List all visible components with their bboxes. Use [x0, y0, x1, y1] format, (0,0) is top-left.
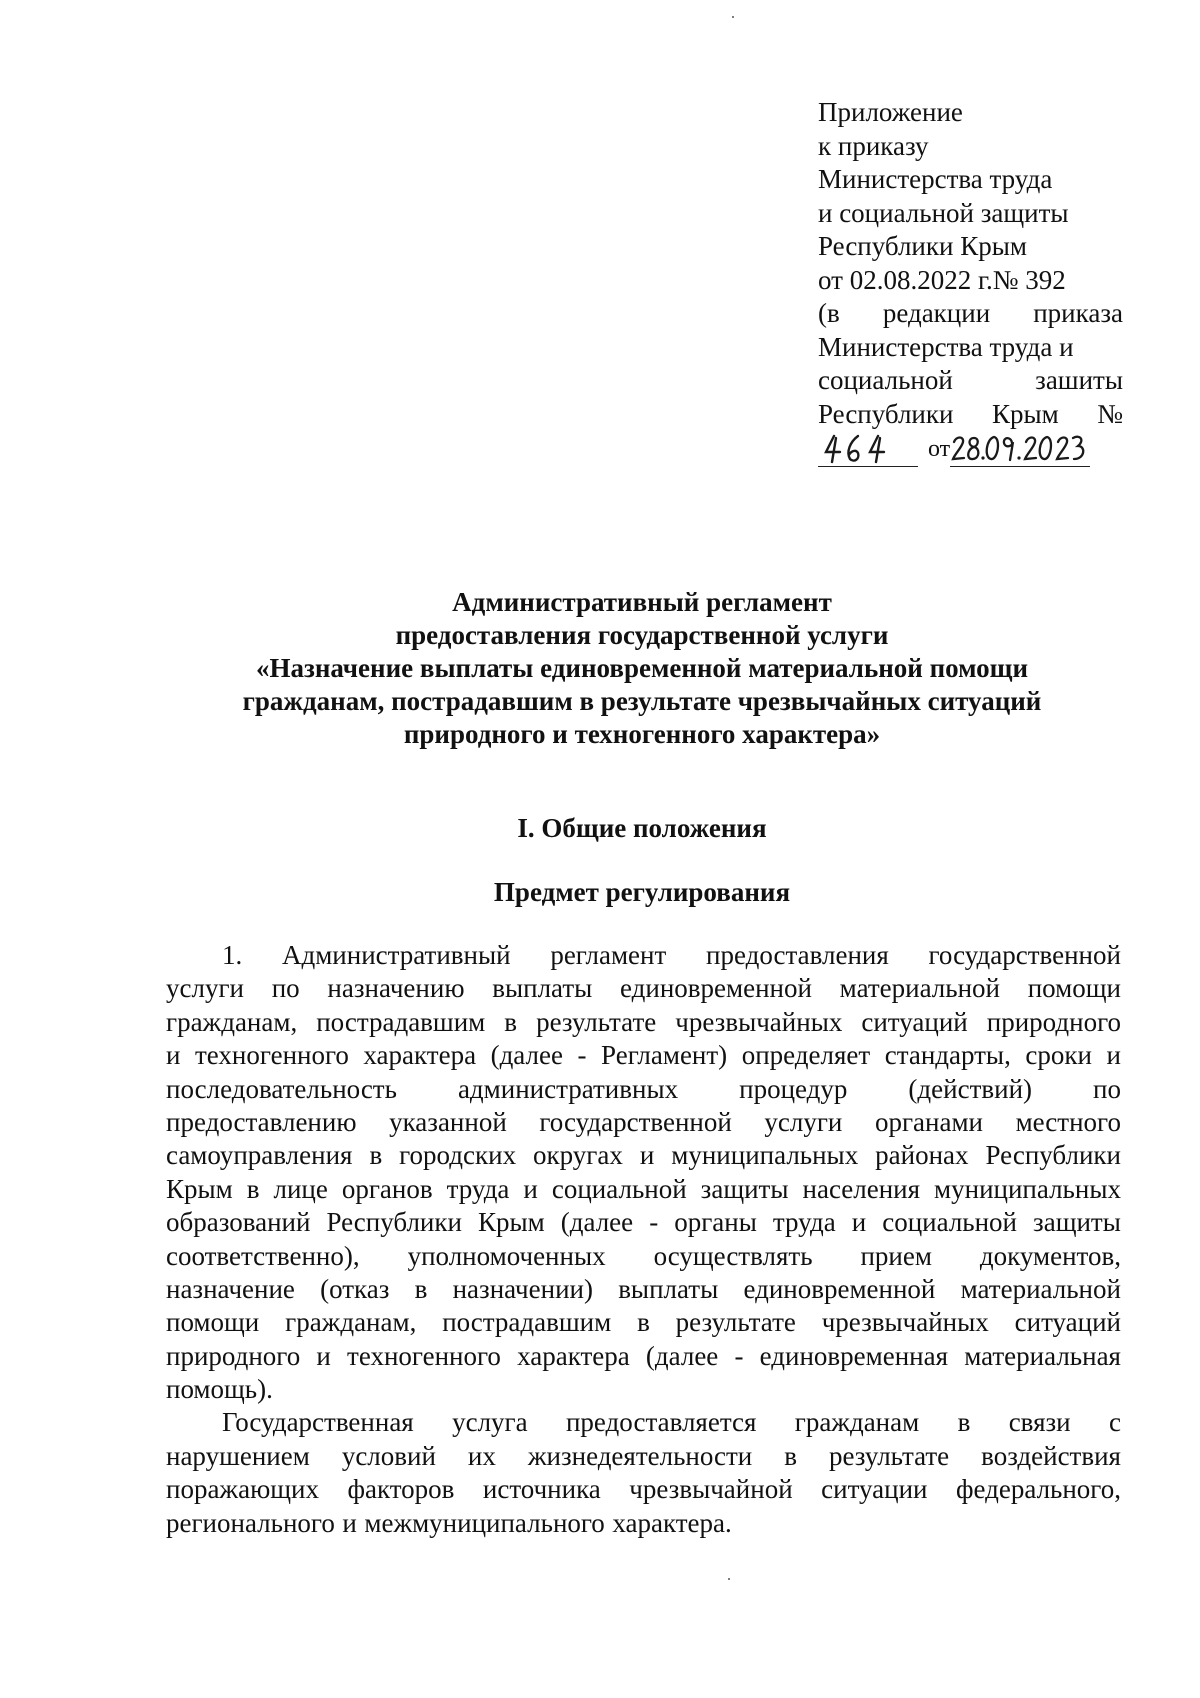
word: помощь).: [166, 1374, 273, 1405]
word: ситуаций: [861, 1006, 968, 1037]
word: защиты: [700, 1173, 789, 1204]
word: в: [784, 1440, 797, 1471]
word: гражданам: [794, 1407, 920, 1438]
word: -: [577, 1040, 587, 1071]
word: лице: [273, 1173, 328, 1204]
word: государственной: [539, 1106, 732, 1137]
word: в: [957, 1407, 971, 1438]
paragraph-line: [166, 1039, 1121, 1072]
word: по: [271, 973, 300, 1004]
word: выплаты: [492, 973, 593, 1004]
appendix-line: и социальной защиты: [818, 197, 1069, 228]
word: социальной: [551, 1173, 687, 1204]
word: жизнедеятельности: [527, 1440, 753, 1471]
word: регионального: [166, 1507, 335, 1538]
word: социальной: [882, 1207, 1018, 1238]
word: федерального,: [956, 1474, 1121, 1505]
paragraph-line: [166, 1073, 1121, 1106]
word: результате: [536, 1006, 657, 1037]
word: ситуаций: [1014, 1307, 1121, 1338]
word: результате: [675, 1307, 796, 1338]
word: и: [1106, 1040, 1121, 1071]
handwritten-number-drawing: [818, 430, 918, 466]
word: и: [851, 1207, 867, 1238]
paragraph-line: [166, 972, 1121, 1005]
word: единовременной: [620, 973, 812, 1004]
appendix-line: от 02.08.2022 г.№ 392: [818, 264, 1066, 295]
word: нарушением: [166, 1440, 310, 1471]
ot-label: от: [928, 436, 951, 462]
paragraph-line: [166, 1507, 1121, 1540]
paragraph-line: [166, 1206, 1121, 1239]
word: и: [316, 1340, 331, 1371]
word: пострадавшим: [316, 1006, 486, 1037]
appendix-line: Министерства труда: [818, 164, 1053, 194]
word: образований: [166, 1207, 311, 1238]
word: в: [246, 1173, 260, 1204]
word: (далее: [490, 1040, 563, 1071]
word: органы: [674, 1207, 757, 1238]
paragraph-line: [166, 1173, 1121, 1206]
word: соответственно),: [166, 1240, 360, 1271]
word: источника: [482, 1474, 601, 1505]
word: населения: [802, 1173, 921, 1204]
word: выплаты: [618, 1273, 719, 1304]
word: услуга: [452, 1407, 528, 1438]
word: (отказ: [320, 1273, 390, 1304]
word: предоставления: [706, 940, 889, 970]
paragraph-line: [166, 939, 1121, 972]
word: определяет: [741, 1040, 871, 1071]
document-title: [160, 586, 1124, 751]
word: -: [649, 1207, 659, 1238]
paragraph-line: [166, 1373, 1121, 1406]
word: Административный: [281, 940, 511, 970]
word: результате: [828, 1440, 950, 1471]
word: материальная: [964, 1340, 1121, 1371]
paragraph-line: [166, 1440, 1121, 1473]
appendix-word: социальной: [818, 365, 953, 395]
word: гражданам,: [166, 1006, 298, 1037]
word: государственной: [928, 940, 1121, 970]
word: в: [414, 1273, 428, 1304]
word: защиты: [1033, 1207, 1121, 1238]
paragraph-line: [166, 1139, 1121, 1172]
word: единовременной: [743, 1273, 936, 1304]
appendix-line: Республики Крым: [818, 231, 1027, 261]
word: уполномоченных: [407, 1240, 606, 1271]
word: природного: [166, 1340, 301, 1371]
word: их: [467, 1440, 496, 1471]
appendix-line: к приказу: [818, 130, 929, 161]
handwritten-order-number: [818, 430, 918, 467]
word: поражающих: [166, 1474, 319, 1505]
word: регламент: [550, 940, 667, 970]
appendix-word: приказа: [1033, 298, 1123, 328]
word: и: [166, 1040, 181, 1071]
word: (далее: [560, 1207, 634, 1238]
appendix-word: Крым: [991, 398, 1059, 429]
appendix-line: Приложение: [818, 97, 963, 127]
word: -: [734, 1340, 744, 1371]
word: техногенного: [347, 1340, 501, 1371]
word: материальной: [960, 1273, 1121, 1304]
word: характера: [517, 1340, 630, 1371]
word: природного: [986, 1006, 1121, 1037]
word: и: [342, 1507, 357, 1538]
word: услуги: [764, 1106, 843, 1137]
word: районах: [875, 1140, 969, 1171]
word: в: [637, 1307, 650, 1338]
word: межмуниципального: [364, 1507, 605, 1538]
handwritten-order-date: [950, 430, 1090, 467]
word: процедур: [739, 1073, 848, 1104]
word: связи: [1008, 1407, 1071, 1438]
word: ситуации: [821, 1474, 928, 1505]
word: органами: [874, 1106, 983, 1137]
word: муниципальных: [934, 1173, 1121, 1204]
word: Республики: [985, 1140, 1121, 1171]
word: Крым: [166, 1173, 233, 1204]
word: и: [523, 1173, 538, 1204]
word: воздействия: [981, 1440, 1121, 1471]
appendix-revision-line: Министерства труда и: [818, 331, 1074, 362]
word: административных: [457, 1073, 679, 1104]
word: гражданам,: [285, 1307, 417, 1338]
scan-speck: [732, 16, 734, 18]
word: помощи: [166, 1307, 260, 1338]
word: местного: [1015, 1106, 1121, 1137]
handwritten-order-row: [818, 427, 1123, 467]
word: предоставляется: [565, 1407, 757, 1438]
handwritten-date-drawing: [950, 430, 1090, 466]
appendix-word: Республики: [818, 398, 954, 429]
word: органов: [341, 1173, 433, 1204]
appendix-word: редакции: [882, 298, 991, 328]
paragraph-1: [166, 939, 1121, 1406]
word: характера: [363, 1040, 477, 1071]
word: Республики: [326, 1207, 462, 1238]
paragraph-2: [166, 1406, 1121, 1540]
word: осуществлять: [653, 1240, 813, 1271]
word: 1.: [222, 940, 243, 970]
word: (далее: [645, 1340, 719, 1371]
word: стандарты,: [884, 1040, 1011, 1071]
paragraph-line: [166, 1473, 1121, 1506]
word: чрезвычайной: [629, 1474, 793, 1505]
word: предоставлению: [166, 1106, 357, 1137]
paragraph-line: [166, 1240, 1121, 1273]
word: документов,: [979, 1240, 1121, 1271]
appendix-block: [818, 96, 1123, 467]
paragraph-line: [166, 1273, 1121, 1306]
appendix-revision-line: [818, 398, 1123, 432]
word: труда: [772, 1207, 836, 1238]
section-heading: I. Общие положения: [517, 813, 767, 843]
word: прием: [860, 1240, 932, 1271]
word: помощи: [1027, 973, 1121, 1004]
word: назначению: [327, 973, 465, 1004]
word: указанной: [389, 1106, 507, 1137]
word: характера.: [612, 1507, 732, 1538]
word: округах: [533, 1140, 623, 1171]
title-line: гражданам, пострадавшим в результате чрезвычайных ситуаций: [242, 686, 1042, 716]
word: труда: [446, 1173, 510, 1204]
word: материальной: [839, 973, 1000, 1004]
word: назначении): [452, 1273, 593, 1304]
word: (действий): [908, 1073, 1033, 1104]
word: последовательность: [166, 1073, 397, 1104]
word: Государственная: [222, 1407, 414, 1438]
word: чрезвычайных: [675, 1006, 843, 1037]
paragraph-line: [166, 1406, 1121, 1439]
word: Крым: [477, 1207, 545, 1238]
word: сроки: [1025, 1040, 1092, 1071]
word: Регламент): [601, 1040, 728, 1071]
word: муниципальных: [671, 1140, 859, 1171]
title-line: природного и техногенного характера»: [403, 719, 881, 749]
word: по: [1093, 1073, 1121, 1104]
appendix-word: зашиты: [1035, 365, 1123, 395]
word: самоуправления: [166, 1140, 353, 1171]
word: городских: [399, 1140, 517, 1171]
scan-speck: [728, 1578, 730, 1580]
word: техногенного: [194, 1040, 349, 1071]
title-line: предоставления государственной услуги: [395, 620, 889, 650]
appendix-word: (в: [818, 298, 840, 328]
word: пострадавшим: [442, 1307, 612, 1338]
word: назначение: [166, 1273, 295, 1304]
word: и: [639, 1140, 655, 1171]
appendix-revision-line: [818, 364, 1123, 398]
section-subheading: Предмет регулирования: [493, 877, 791, 907]
paragraph-line: [166, 1106, 1121, 1139]
word: услуги: [166, 973, 244, 1004]
appendix-word: №: [1097, 398, 1123, 429]
word: единовременная: [759, 1340, 949, 1371]
title-line: «Назначение выплаты единовременной материальной помощи: [255, 653, 1029, 683]
paragraph-line: [166, 1306, 1121, 1339]
word: чрезвычайных: [821, 1307, 989, 1338]
body-text: [166, 939, 1121, 1540]
word: в: [369, 1140, 383, 1171]
word: факторов: [347, 1474, 455, 1505]
word: в: [504, 1006, 518, 1037]
appendix-revision-line: [818, 297, 1123, 331]
title-line: Административный регламент: [452, 587, 832, 617]
paragraph-line: [166, 1006, 1121, 1039]
paragraph-line: [166, 1340, 1121, 1373]
word: с: [1109, 1407, 1121, 1438]
word: условий: [341, 1440, 436, 1471]
